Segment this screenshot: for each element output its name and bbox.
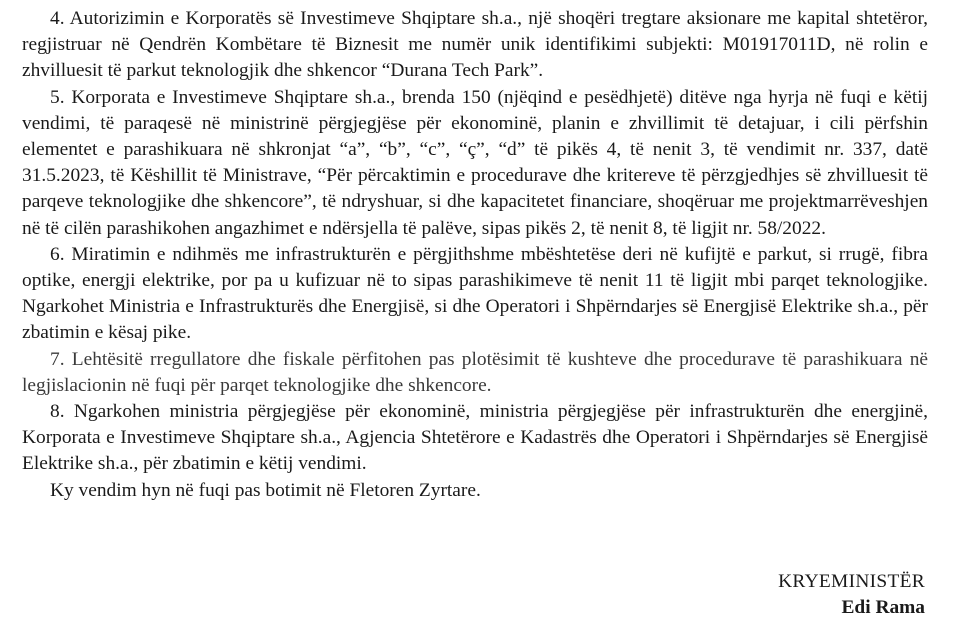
paragraph-6: 6. Miratimin e ndihmës me infrastrukturën e përgjithshme mbështetëse deri në kufijtë e parkut, si rrugë, fibra optike, energji elektrike, por pa u kufizuar në to sipas parashikimeve të nenit 11 të ligjit mbi parqet teknologjike. Ngarkohet Ministria e Infrastrukturës dhe Energjisë, si dhe Operatori i Shpërndarjes së Energjisë Elektrike sh.a., për zbatimin e kësaj pike.: [22, 243, 928, 344]
signatory-title: KRYEMINISTËR: [778, 571, 925, 592]
closing-statement: Ky vendim hyn në fuqi pas botimit në Fletoren Zyrtare.: [50, 479, 481, 501]
decision-body: [22, 6, 928, 504]
paragraph-5: 5. Korporata e Investimeve Shqiptare sh.a., brenda 150 (njëqind e pesëdhjetë) ditëve nga hyrja në fuqi e këtij vendimi, të paraqesë në ministrinë përgjegjëse për ekonominë, planin e zhvillimit të detajuar, i cili përfshin elementet e parashikuara në shkronjat “a”, “b”, “c”, “ç”, “d” të pikës 4, të nenit 3, të vendimit nr. 337, datë 31.5.2023, të Këshillit të Ministrave, “Për përcaktimin e procedurave dhe kritereve të përzgjedhjes së zhvilluesit të parqeve teknologjike dhe shkencore”, të ndryshuar, si dhe kapacitetet financiare, shoqëruar me projektmarrëveshjen në të cilën parashikohen angazhimet e ndërsjella të palëve, sipas pikës 2, të nenit 8, të ligjit nr. 58/2022.: [22, 86, 928, 239]
paragraph-7: 7. Lehtësitë rregullatore dhe fiskale përfitohen pas plotësimit të kushteve dhe procedurave të parashikuara në legjislacionin në fuqi për parqet teknologjike dhe shkencore.: [22, 348, 928, 396]
signature-block: [778, 569, 925, 621]
signatory-name: Edi Rama: [841, 597, 925, 618]
paragraph-4: 4. Autorizimin e Korporatës së Investimeve Shqiptare sh.a., një shoqëri tregtare aksionare me kapital shtetëror, regjistruar në Qendrën Kombëtare të Biznesit me numër unik identifikimi subjekti: M01917011D, në rolin e zhvilluesit të parkut teknologjik dhe shkencor “Durana Tech Park”.: [22, 8, 928, 82]
paragraph-8: 8. Ngarkohen ministria përgjegjëse për ekonominë, ministria përgjegjëse për infrastrukturën dhe energjinë, Korporata e Investimeve Shqiptare sh.a., Agjencia Shtetërore e Kadastrës dhe Operatori i Shpërndarjes së Energjisë Elektrike sh.a., për zbatimin e këtij vendimi.: [22, 401, 928, 475]
